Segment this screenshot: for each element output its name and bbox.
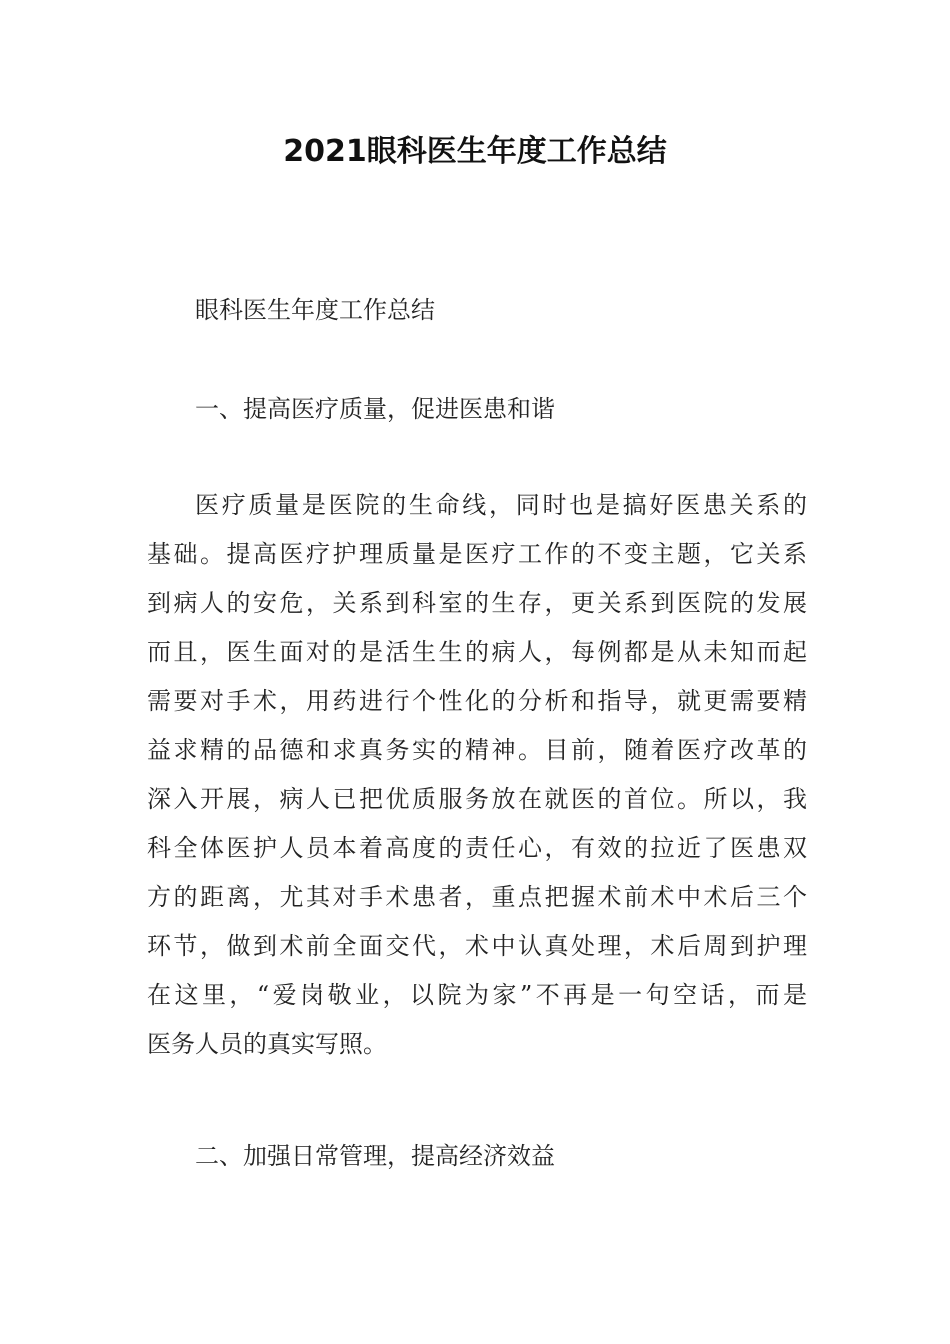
paragraph-line: 而且，医生面对的是活生生的病人，每例都是从未知而起	[147, 638, 807, 666]
paragraph-line: 到病人的安危，关系到科室的生存，更关系到医院的发展	[147, 589, 807, 617]
paragraph-line: 科全体医护人员本着高度的责任心，有效的拉近了医患双	[147, 834, 807, 862]
paragraph-line: 基础。提高医疗护理质量是医疗工作的不变主题，它关系	[147, 540, 807, 568]
paragraph-line: 在这里，“爱岗敬业，以院为家”不再是一句空话，而是	[147, 981, 807, 1009]
paragraph-line: 益求精的品德和求真务实的精神。目前，随着医疗改革的	[147, 736, 807, 764]
section-2-heading: 二、加强日常管理，提高经济效益	[195, 1142, 555, 1170]
document-subtitle: 眼科医生年度工作总结	[195, 296, 435, 324]
section-1-paragraph	[147, 481, 807, 1069]
paragraph-line: 深入开展，病人已把优质服务放在就医的首位。所以，我	[147, 785, 807, 813]
paragraph-line: 环节，做到术前全面交代，术中认真处理，术后周到护理	[147, 932, 807, 960]
document-title: 2021眼科医生年度工作总结	[283, 134, 667, 169]
section-1-heading: 一、提高医疗质量，促进医患和谐	[195, 395, 555, 423]
paragraph-line: 需要对手术，用药进行个性化的分析和指导，就更需要精	[147, 687, 807, 715]
paragraph-line: 医疗质量是医院的生命线，同时也是搞好医患关系的	[195, 491, 807, 519]
paragraph-line: 方的距离，尤其对手术患者，重点把握术前术中术后三个	[147, 883, 807, 911]
paragraph-line: 医务人员的真实写照。	[147, 1030, 387, 1058]
